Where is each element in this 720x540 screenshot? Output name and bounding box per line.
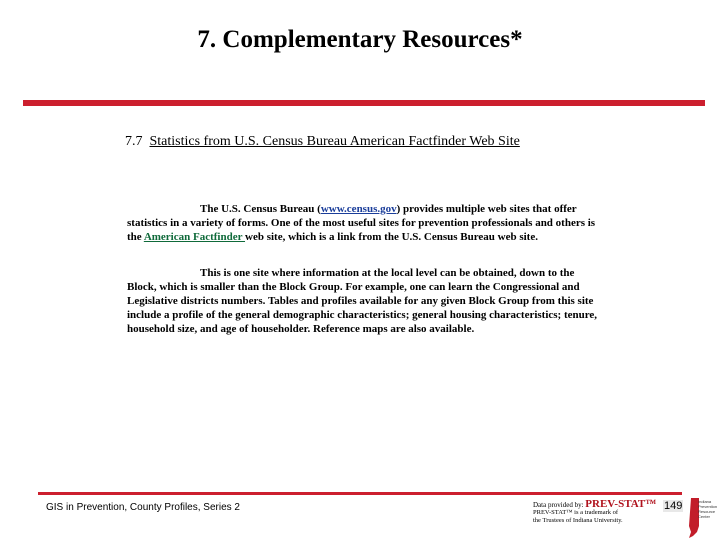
data-credit: Data provided by: PREV-STAT™ PREV-STAT™ is a trademark of the Trustees of Indiana University. bbox=[533, 498, 657, 524]
section-title: Statistics from U.S. Census Bureau American Factfinder Web Site bbox=[149, 134, 520, 149]
logo-caption: Indiana Prevention Resource Center bbox=[698, 499, 718, 519]
page-number: 149 bbox=[664, 500, 683, 512]
section-number: 7.7 bbox=[125, 134, 143, 149]
top-divider bbox=[23, 100, 705, 106]
census-gov-link[interactable]: www.census.gov bbox=[320, 203, 397, 215]
prev-stat-brand: PREV-STAT™ bbox=[585, 498, 657, 510]
bottom-divider bbox=[38, 492, 682, 495]
page-title: 7. Complementary Resources* bbox=[197, 26, 523, 53]
section-heading bbox=[125, 134, 520, 150]
paragraph-census: The U.S. Census Bureau (www.census.gov) provides multiple web sites that offer statistics in a variety of forms. One of the most useful sites for prevention professionals and others is the American Factfinder web site, which is a link from the U.S. Census Bureau web site. bbox=[127, 203, 596, 243]
american-factfinder-link[interactable]: American Factfinder bbox=[143, 231, 246, 243]
paragraph-local-info: This is one site where information at the local level can be obtained, down to the Block, which is smaller than the Block Group. For example, one can learn the Congressional and Legislative districts numbers. Tables and profiles available for any given Block Group from this site include a profile of the general demographic characteristics; general housing characteristics; tenure, household size, and age of householder. Reference maps are also available. bbox=[127, 267, 598, 335]
footer-series: GIS in Prevention, County Profiles, Series 2 bbox=[46, 502, 240, 513]
